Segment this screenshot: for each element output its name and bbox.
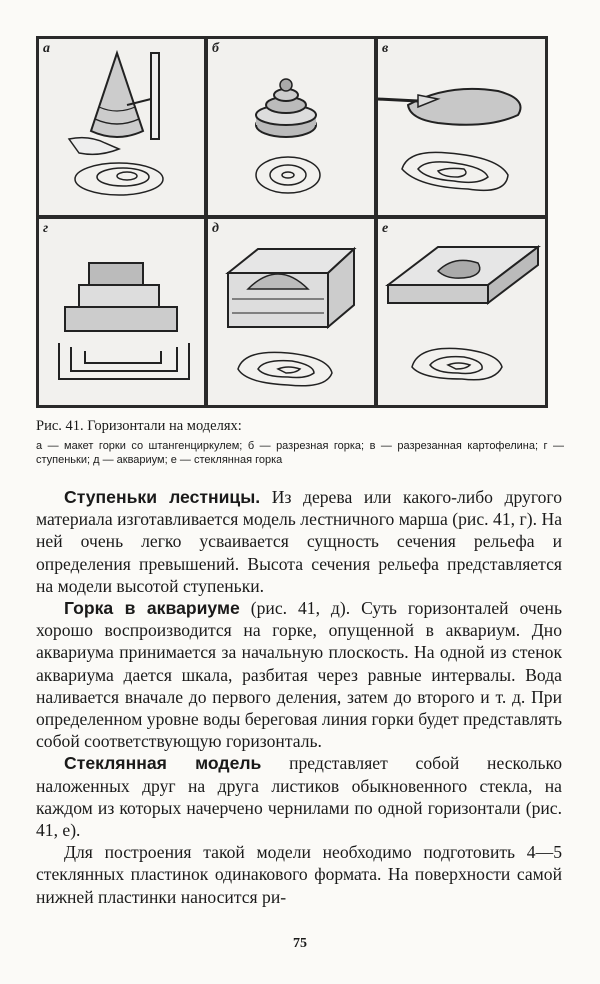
cut-hill-illustration: [208, 39, 374, 215]
cut-potato-illustration: [378, 39, 545, 215]
hill-caliper-illustration: [39, 39, 204, 215]
caption-title: Рис. 41. Горизонтали на моделях:: [36, 418, 242, 434]
panel-v: [378, 39, 545, 215]
panel-letter: г: [43, 221, 49, 236]
panel-d: [208, 219, 374, 405]
paragraph-heading: Ступеньки лестницы.: [64, 487, 261, 507]
figure-caption: [36, 418, 564, 467]
figure-41: [36, 36, 548, 408]
aquarium-illustration: [208, 219, 374, 405]
panel-letter: в: [382, 41, 389, 56]
paragraph-heading: Горка в аквариуме: [64, 598, 240, 619]
panel-b: [208, 39, 374, 215]
steps-illustration: [39, 219, 204, 405]
paragraph-body: (рис. 41, д). Суть горизонталей очень хорошо воспроизводится на горке, опущенной в аквариум. Дно аквариума принимается за начальную плоскость. На одной из стенок аквариума дается шкала, разбитая через равные интервалы. Вода наливается вначале до первого деления, затем до второго и т. д. При определенном уровне воды береговая линия горки будет представлять собой соответствующую горизонталь.: [36, 598, 562, 752]
paragraph-body: представляет собой несколько наложенных друг на друга листиков обыкновенного стекла, на каждом из которых начерчено чернилами по одной горизонтали (рис. 41, е).: [36, 753, 562, 841]
paragraph: [36, 752, 562, 841]
caption-legend: а — макет горки со штангенциркулем; б — разрезная горка; в — разрезанная картофелина; г — ступеньки; д — аквариум; е — стеклянная горка: [36, 440, 564, 466]
body-text: [36, 486, 562, 908]
paragraph-body: Из дерева или какого-либо другого материала изготавливается модель лестничного марша (рис. 41, г). На ней очень легко усваивается сущность сечения рельефа и определения превышений. Высота сечения рельефа представляется на модели высотой ступеньки.: [36, 487, 562, 596]
paragraph: [36, 841, 562, 908]
panel-g: [39, 219, 204, 405]
glass-hill-illustration: [378, 219, 545, 405]
panel-letter: д: [212, 221, 219, 236]
paragraph: [36, 597, 562, 752]
paragraph-body: Для построения такой модели необходимо подготовить 4—5 стеклянных пластинок одинакового формата. На поверхности самой нижней пластинки наносится ри-: [36, 842, 562, 907]
page-number: 75: [293, 936, 307, 951]
panel-letter: б: [212, 41, 219, 56]
panel-letter: е: [382, 221, 389, 236]
paragraph-heading: Стеклянная модель: [64, 753, 262, 774]
paragraph: [36, 486, 562, 597]
panel-letter: а: [43, 41, 50, 56]
panel-e: [378, 219, 545, 405]
panel-a: [39, 39, 204, 215]
